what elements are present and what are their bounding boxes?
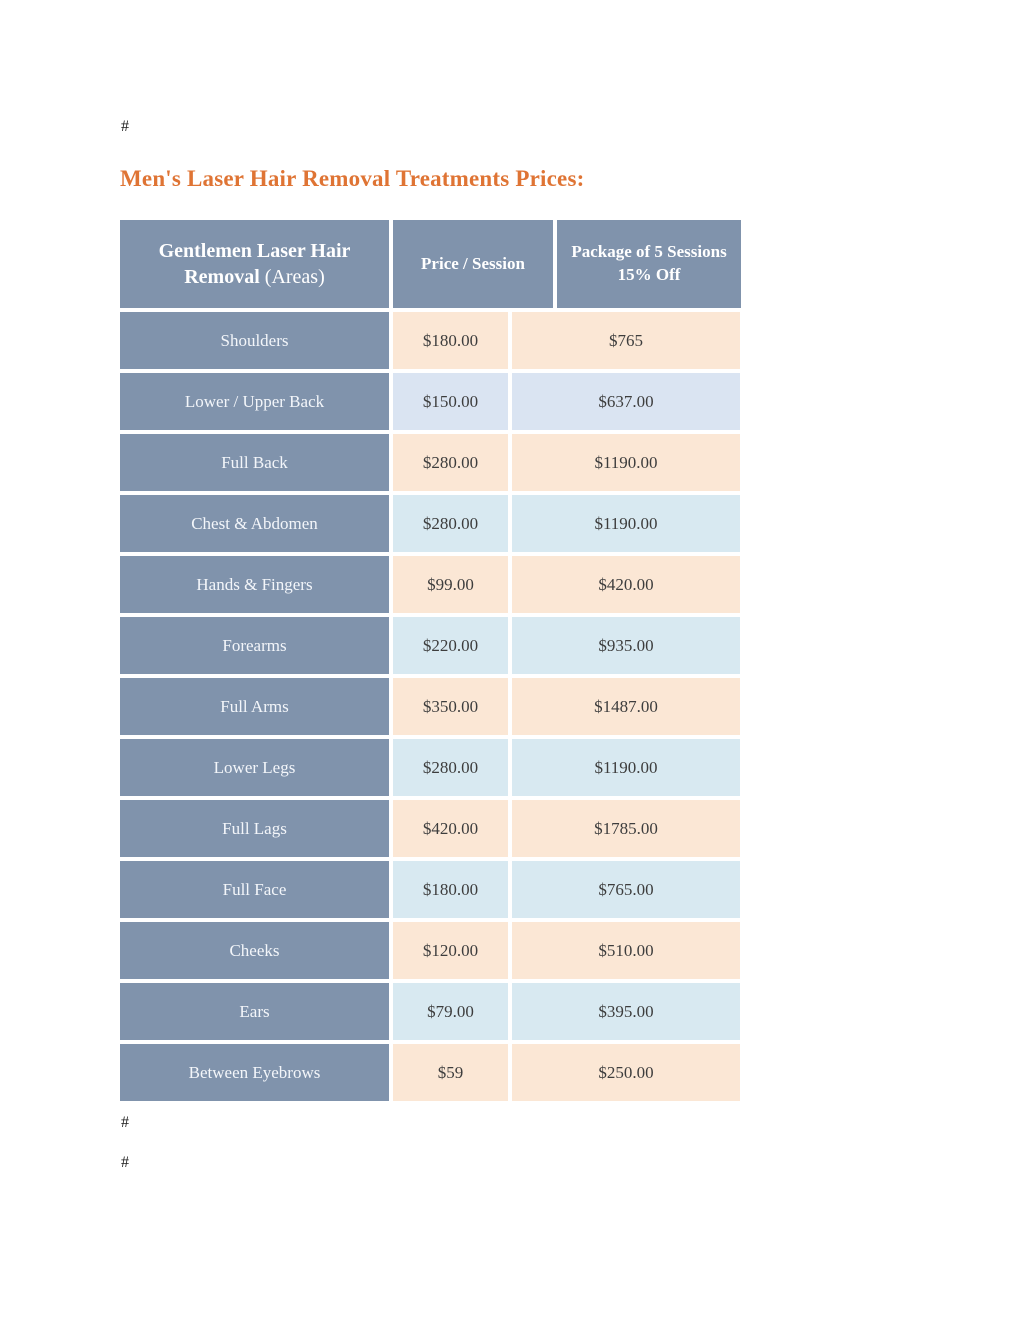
package-price-cell: $765.00	[512, 861, 740, 918]
area-cell: Full Face	[120, 861, 389, 918]
package-price-cell: $420.00	[512, 556, 740, 613]
price-session-cell: $220.00	[393, 617, 508, 674]
package-price-cell: $510.00	[512, 922, 740, 979]
table-row	[120, 983, 741, 1040]
page-title: Men's Laser Hair Removal Treatments Prices:	[120, 166, 585, 191]
table-row	[120, 373, 741, 430]
price-session-cell: $180.00	[393, 312, 508, 369]
table-row	[120, 800, 741, 857]
area-cell: Lower Legs	[120, 739, 389, 796]
area-cell: Cheeks	[120, 922, 389, 979]
price-session-cell: $59	[393, 1044, 508, 1101]
package-price-cell: $765	[512, 312, 740, 369]
area-cell: Forearms	[120, 617, 389, 674]
package-price-cell: $1190.00	[512, 739, 740, 796]
price-session-cell: $280.00	[393, 495, 508, 552]
area-cell: Lower / Upper Back	[120, 373, 389, 430]
area-cell: Full Back	[120, 434, 389, 491]
price-session-cell: $79.00	[393, 983, 508, 1040]
area-cell: Chest & Abdomen	[120, 495, 389, 552]
price-session-cell: $150.00	[393, 373, 508, 430]
package-price-cell: $1785.00	[512, 800, 740, 857]
table-row	[120, 678, 741, 735]
paragraph-mark-bottom-1: #	[121, 1114, 129, 1131]
package-price-cell: $1190.00	[512, 434, 740, 491]
package-price-cell: $1487.00	[512, 678, 740, 735]
area-cell: Shoulders	[120, 312, 389, 369]
price-session-cell: $350.00	[393, 678, 508, 735]
package-price-cell: $935.00	[512, 617, 740, 674]
header-area-text: Gentlemen Laser Hair Removal (Areas)	[158, 240, 351, 288]
price-session-cell: $99.00	[393, 556, 508, 613]
area-cell: Full Lags	[120, 800, 389, 857]
area-cell: Between Eyebrows	[120, 1044, 389, 1101]
pricing-table	[120, 220, 741, 1101]
area-cell: Hands & Fingers	[120, 556, 389, 613]
table-row	[120, 495, 741, 552]
price-session-cell: $280.00	[393, 434, 508, 491]
package-price-cell: $637.00	[512, 373, 740, 430]
price-session-cell: $180.00	[393, 861, 508, 918]
header-cell-price-session: Price / Session	[393, 220, 553, 308]
paragraph-mark-bottom-2: #	[121, 1154, 129, 1171]
area-cell: Ears	[120, 983, 389, 1040]
table-row	[120, 1044, 741, 1101]
table-row	[120, 861, 741, 918]
header-cell-area	[120, 220, 389, 308]
table-row	[120, 434, 741, 491]
area-cell: Full Arms	[120, 678, 389, 735]
paragraph-mark-top: #	[121, 118, 129, 135]
price-session-cell: $420.00	[393, 800, 508, 857]
header-cell-package: Package of 5 Sessions 15% Off	[557, 220, 741, 308]
table-row	[120, 739, 741, 796]
table-row	[120, 556, 741, 613]
price-session-cell: $280.00	[393, 739, 508, 796]
table-row	[120, 312, 741, 369]
table-row	[120, 617, 741, 674]
package-price-cell: $250.00	[512, 1044, 740, 1101]
package-price-cell: $395.00	[512, 983, 740, 1040]
package-price-cell: $1190.00	[512, 495, 740, 552]
table-row	[120, 922, 741, 979]
table-header-row	[120, 220, 741, 308]
price-session-cell: $120.00	[393, 922, 508, 979]
